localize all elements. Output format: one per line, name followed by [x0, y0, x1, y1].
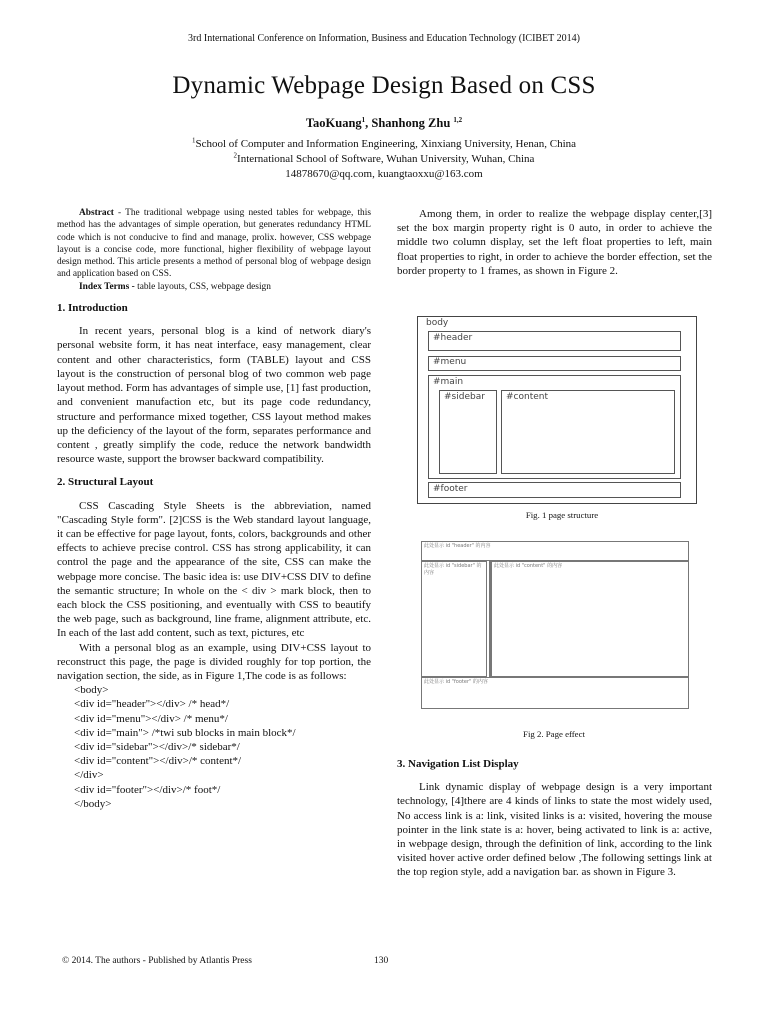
fig2-sidebar-label: 此处显示 id "sidebar" 的内容 — [424, 563, 482, 576]
figure-1-caption: Fig. 1 page structure — [525, 510, 599, 520]
fig2-content-box — [489, 561, 689, 677]
figure-1-page-structure — [417, 316, 697, 504]
code-line: <div id="sidebar"></div>/* sidebar*/ — [74, 740, 240, 753]
fig2-header-label: 此处显示 id "header" 的内容 — [424, 543, 491, 549]
code-line: </body> — [74, 797, 112, 810]
code-line: <div id="footer"></div>/* foot*/ — [74, 783, 221, 796]
fig1-header-box — [428, 331, 681, 351]
code-line: <div id="header"></div> /* head*/ — [74, 698, 230, 711]
fig1-menu-label: #menu — [433, 357, 467, 367]
structural-text-2: With a personal blog as an example, using DIV+CSS layout to reconstruct this page, the page is divided roughly for top portion, the navigation section, the side, as in Figure 1,The code is as follows: — [57, 641, 371, 682]
nav-text: Link dynamic display of webpage design is a very important technology, [4]there are 4 kinds of links to state the most widely used, No access link is a: link, visited links is a: visited, hovering the mouse pointer in the link state is a: hover, being activated to link is a: active, in webpage design, through the definition of link, according to the link visited hover active order defined below ,The following settings link at the top region style, add a navigation bar. as shown in Figure 3. — [397, 781, 712, 879]
author-separator: , — [365, 116, 372, 130]
fig1-header-label: #header — [433, 333, 473, 343]
abstract — [57, 207, 371, 281]
intro-heading: 1. Introduction — [57, 302, 128, 315]
paper-title: Dynamic Webpage Design Based on CSS — [172, 72, 596, 99]
right-column-nav — [397, 757, 712, 880]
affiliation-2-text: International School of Software, Wuhan University, Wuhan, China — [237, 153, 535, 165]
affiliation-1 — [0, 138, 768, 150]
abstract-label: Abstract — [79, 208, 114, 218]
figure-2-page-effect — [421, 541, 691, 711]
index-terms-text: table layouts, CSS, webpage design — [134, 281, 271, 292]
author-2-sup: 1,2 — [453, 115, 463, 124]
nav-heading: 3. Navigation List Display — [397, 758, 519, 770]
fig1-footer-label: #footer — [433, 484, 468, 494]
fig1-menu-box — [428, 356, 681, 371]
left-column — [57, 207, 371, 811]
fig2-footer-box — [421, 677, 689, 709]
fig1-main-box — [428, 375, 681, 479]
affiliation-1-sup: 1 — [191, 136, 196, 145]
code-line: <div id="main"> /*twi sub blocks in main block*/ — [74, 726, 296, 739]
fig2-sidebar-box — [421, 561, 487, 677]
authors — [0, 116, 768, 131]
fig1-content-label: #content — [506, 392, 548, 402]
structural-heading: 2. Structural Layout — [57, 476, 154, 489]
fig1-body-label: body — [426, 318, 449, 328]
affiliation-2 — [0, 153, 768, 165]
abstract-text: - The traditional webpage using nested tables for webpage, this method has the advantages of simple operation, but generates redundancy HTML code which is not conducive to find and manage, prolix. however, CSS webpage layout is a concise code, more functional, higher flexibility of webpage layout design method. This article presents a method of personal blog of webpage design and application based on CSS. — [57, 208, 371, 280]
author-1: TaoKuang — [305, 116, 362, 130]
fig2-content-label: 此处显示 id "content" 的内容 — [494, 563, 563, 569]
fig1-main-label: #main — [433, 377, 464, 387]
page-number: 130 — [374, 956, 389, 966]
author-2: Shanhong Zhu — [371, 116, 454, 130]
fig1-sidebar-label: #sidebar — [444, 392, 485, 402]
fig1-footer-box — [428, 482, 681, 498]
structural-text-1: CSS Cascading Style Sheets is the abbreviation, named "Cascading Style form". [2]CSS is the Web standard layout language, it can be effective for page layout, fonts, colors, backgrounds and other effects to achieve precise control. CSS has strong applicability, it can control the page and the appearance of the site, CSS can make the webpage more concise. The basic idea is: use DIV+CSS DIV to define the semantic structure; In whole on the < div > mark block, then to each block the CSS positioning, and eventually with CSS to beautify the web page, such as background, line frame, alignment attribute, etc. In each of the last add content, such as text, pictures, etc — [57, 499, 371, 640]
fig2-footer-label: 此处显示 id "footer" 的内容 — [424, 679, 488, 685]
code-line: <div id="content"></div>/* content*/ — [74, 755, 242, 768]
index-terms-label: Index Terms - — [79, 281, 135, 292]
right-column-intro — [397, 207, 712, 278]
right-text-1: Among them, in order to realize the webpage display center,[3] set the box margin property right is 0 auto, in order to achieve the middle two column display, set the left float properties to left, main float properties to right, in order to achieve the border effection, set the border property to 1 frames, as shown in Figure 2. — [397, 208, 712, 277]
copyright: © 2014. The authors - Published by Atlantis Press — [62, 956, 252, 966]
code-line: <body> — [74, 684, 109, 697]
conference-header: 3rd International Conference on Information, Business and Education Technology (ICIBET 2014) — [188, 33, 580, 44]
affiliation-2-sup: 2 — [233, 151, 238, 160]
code-block — [57, 683, 371, 811]
index-terms — [57, 281, 371, 293]
author-1-sup: 1 — [361, 115, 366, 124]
fig2-header-box — [421, 541, 689, 561]
fig1-sidebar-box — [439, 390, 497, 474]
code-line: </div> — [74, 769, 104, 782]
fig1-content-box — [501, 390, 675, 474]
figure-2-caption: Fig 2. Page effect — [523, 729, 585, 739]
emails: 14878670@qq.com, kuangtaoxxu@163.com — [285, 168, 483, 180]
affiliation-1-text: School of Computer and Information Engineering, Xinxiang University, Henan, China — [195, 138, 577, 150]
code-line: <div id="menu"></div> /* menu*/ — [74, 712, 228, 725]
intro-text: In recent years, personal blog is a kind of network diary's personal website form, it has neat interface, easy management, clear content and other characteristics, form (TABLE) layout and CSS layout is the construction of personal blog of two common web page layout method. Form has advantages of simple use, [1] fast production, and convenient manufaction etc, but its page code redundancy, structure and performance mixed together, CSS layout method makes up the deficiency of the layout of the form, separates performance and content , greatly simplify the code, reduce the network bandwidth resource waste, support the browser backward compatibility. — [57, 325, 371, 466]
